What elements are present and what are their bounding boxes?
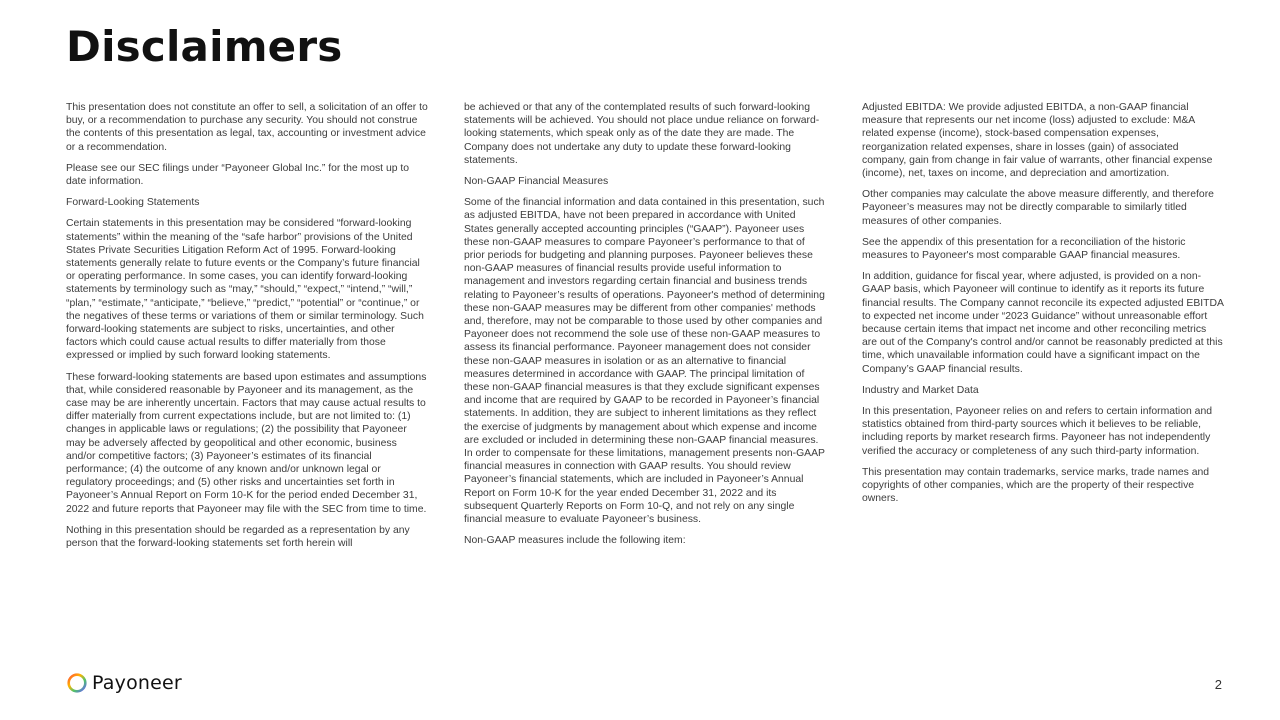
paragraph: In addition, guidance for fiscal year, where adjusted, is provided on a non-GAAP basis, which Payoneer will continue to identify as it reports its future financial results. The Company cannot reconcile its expected adjusted EBITDA to expected net income under “2023 Guidance” without unreasonable effort because certain items that impact net income and other reconciling metrics are out of the Company's control and/or cannot be reasonably predicted at this time, which unavailable information could have a significant impact on the Company’s GAAP financial results. [862, 271, 1224, 375]
section-heading: Forward-Looking Statements [66, 197, 200, 209]
disclaimer-column-3 [862, 101, 1224, 513]
payoneer-ring-logo-icon [66, 672, 88, 694]
paragraph: See the appendix of this presentation for a reconciliation of the historic measures to Payoneer's most comparable GAAP financial measures. [862, 236, 1186, 262]
disclaimer-column-2 [464, 101, 826, 556]
paragraph: These forward-looking statements are based upon estimates and assumptions that, while considered reasonable by Payoneer and its management, as the case may be are inherently uncertain. Factors that may cause actual results to differ materially from current expectations include, but are not limited to: (1) changes in applicable laws or regulations; (2) the possibility that Payoneer may be adversely affected by geopolitical and other economic, business and/or competitive factors; (3) Payoneer’s estimates of its financial performance; (4) the outcome of any known and/or unknown legal or regulatory proceedings; and (5) other risks and uncertainties set forth in Payoneer’s Annual Report on Form 10-K for the period ended December 31, 2022 and future reports that Payoneer may file with the SEC from time to time. [66, 371, 427, 515]
paragraph: Non-GAAP measures include the following item: [464, 535, 686, 547]
paragraph: Some of the financial information and data contained in this presentation, such as adjusted EBITDA, have not been prepared in accordance with United States generally accepted accounting principles (“GAAP”). Payoneer uses these non-GAAP measures to compare Payoneer’s performance to that of prior periods for budgeting and planning purposes. Payoneer believes these non-GAAP measures of financial results provide useful information to management and investors regarding certain financial and business trends relating to Payoneer’s results of operations. Payoneer's method of determining these non-GAAP measures may be different from other companies' methods and, therefore, may not be comparable to those used by other companies and Payoneer does not recommend the sole use of these non-GAAP measures to assess its financial performance. Payoneer management does not consider these non-GAAP measures in isolation or as an alternative to financial measures determined in accordance with GAAP. The principal limitation of these non-GAAP financial measures is that they exclude significant expenses and income that are required by GAAP to be recorded in Payoneer’s financial statements. In addition, they are subject to inherent limitations as they reflect the exercise of judgments by management about which expense and income are excluded or included in determining these non-GAAP financial measures. In order to compensate for these limitations, management presents non-GAAP financial measures in connection with GAAP results. You should review Payoneer’s financial statements, which are included in Payoneer’s Annual Report on Form 10-K for the year ended December 31, 2022 and its subsequent Quarterly Reports on Form 10-Q, and not rely on any single financial measure to evaluate Payoneer’s business. [464, 197, 825, 526]
paragraph: be achieved or that any of the contemplated results of such forward-looking statements will be achieved. You should not place undue reliance on forward-looking statements, which speak only as of the date they are made. The Company does not undertake any duty to update these forward-looking statements. [464, 102, 820, 166]
section-heading: Non-GAAP Financial Measures [464, 176, 609, 188]
paragraph: This presentation does not constitute an offer to sell, a solicitation of an offer to buy, or a recommendation to purchase any security. You should not construe the contents of this presentation as legal, tax, accounting or investment advice or a recommendation. [66, 102, 428, 153]
paragraph: Adjusted EBITDA: We provide adjusted EBITDA, a non-GAAP financial measure that represents our net income (loss) adjusted to exclude: M&A related expense (income), stock-based compensation expenses, reorganization related expenses, share in losses (gain) of associated company, gain from change in fair value of warrants, other financial expense (income), net, taxes on income, and depreciation and amortization. [862, 102, 1213, 180]
paragraph: This presentation may contain trademarks, service marks, trade names and copyrights of other companies, which are the property of their respective owners. [862, 466, 1210, 505]
paragraph: In this presentation, Payoneer relies on and refers to certain information and statistics obtained from third-party sources which it believes to be reliable, including reports by market research firms. Payoneer has not independently verified the accuracy or completeness of any such third-party information. [862, 406, 1213, 457]
paragraph: Other companies may calculate the above measure differently, and therefore Payoneer’s measures may not be directly comparable to similarly titled measures of other companies. [862, 189, 1214, 227]
section-heading: Industry and Market Data [862, 384, 979, 396]
page-title: Disclaimers [66, 22, 343, 71]
paragraph: Certain statements in this presentation may be considered “forward-looking statements” within the meaning of the “safe harbor” provisions of the United States Private Securities Litigation Reform Act of 1995. Forward-looking statements generally relate to future events or the Company’s future financial or operating performance. In some cases, you can identify forward-looking statements by terminology such as “may,” “should,” “expect,” “intend,” “will,” “plan,” “estimate,” “anticipate,” “believe,” “predict,” “potential” or “continue,” or the negatives of these terms or variations of them or similar terminology. Such forward-looking statements are subject to risks, uncertainties, and other factors which could cause actual results to differ materially from those expressed or implied by such forward looking statements. [66, 218, 424, 362]
paragraph: Nothing in this presentation should be regarded as a representation by any person that the forward-looking statements set forth herein will [66, 524, 410, 550]
disclaimer-column-1 [66, 101, 428, 558]
logo-text: Payoneer [92, 672, 182, 694]
payoneer-logo [66, 672, 182, 694]
paragraph: Please see our SEC filings under “Payoneer Global Inc.” for the most up to date information. [66, 162, 410, 188]
page-number: 2 [1214, 677, 1222, 692]
